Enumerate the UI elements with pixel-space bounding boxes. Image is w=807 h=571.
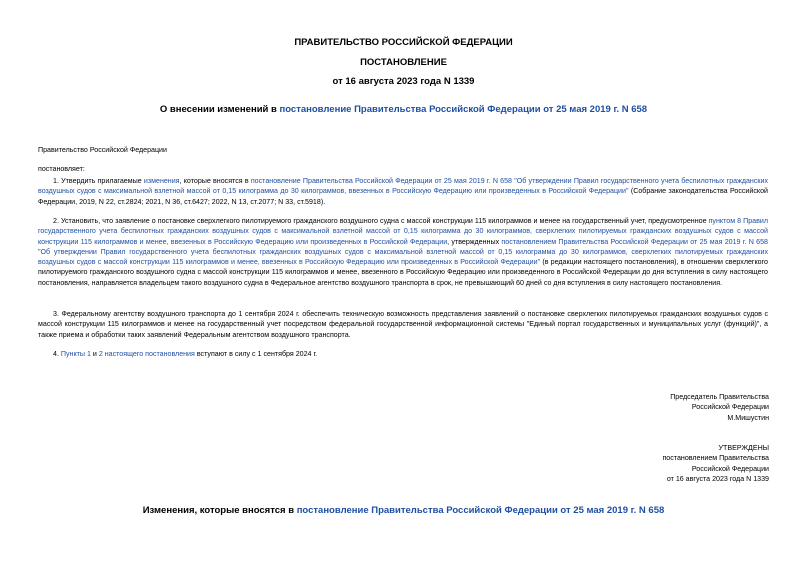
paragraph-4 [38, 349, 768, 359]
issuer-line: Правительство Российской Федерации [38, 146, 167, 154]
signature-country: Российской Федерации [691, 403, 769, 412]
document-title [0, 104, 807, 115]
paragraph-3: 3. Федеральному агентству воздушного транспорта до 1 сентября 2024 г. обеспечить техническую возможность представления заявлений о постановке сверхлегких пилотируемых гражданских воздушных судов с массой конструкции 115 килограммов и менее на государственный учет посредством федеральной государственной информационной системы "Единый портал государственных и муниципальных услуг (функций)", а также приема и обработки таких заявлений Федеральным агентством воздушного транспорта. [38, 310, 768, 339]
p2-text-b: , утвержденных [447, 237, 502, 246]
changes-title-prefix: Изменения, которые вносятся в [142, 505, 297, 516]
document-type-heading: ПОСТАНОВЛЕНИЕ [360, 57, 447, 68]
paragraph-1 [38, 176, 768, 207]
p1-link-changes[interactable]: изменения [143, 177, 180, 185]
p1-link-resolution[interactable]: постановление Правительства Российской Федерации от 25 мая 2019 г. N 658 "Об утверждении Правил государственного учета беспилотных гражданских воздушных судов с максимальной взлетной массой от 0,15 килограмма до 30 килограммов, ввезенных в Российскую Федерацию или произведенных в Российской Федерации" [38, 177, 769, 196]
p4-text-b: и [90, 350, 99, 358]
p1-text-a: 1. Утвердить прилагаемые [53, 177, 144, 185]
p2-text-c: (в редакции настоящего постановления), в отношении сверхлегкого пилотируемого гражданского воздушного судна с массой конструкции 115 килограммов и менее, ввезенного в Российскую Федерацию или произведенного в Российской Федерации до дня вступления в силу настоящего постановления, направляется владельцем такого воздушного судна в Федеральное агентство воздушного транспорта в срок, не превышающий 60 дней со дня вступления в силу настоящего постановления. [38, 258, 768, 287]
approved-date: от 16 августа 2023 года N 1339 [666, 474, 769, 483]
title-prefix: О внесении изменений в [159, 104, 280, 115]
changes-title-link[interactable]: постановление Правительства Российской Федерации от 25 мая 2019 г. N 658 [296, 505, 665, 516]
p4-link-point1[interactable]: Пункты 1 [60, 350, 91, 358]
p2-link-point8[interactable]: пунктом 8 Правил государственного учета беспилотных гражданских воздушных судов с максимальной взлетной массой от 0,15 килограмма до 30 килограммов, сверхлегких пилотируемых гражданских воздушных судов с массой конструкции 115 килограммов и менее, ввезенных в Российскую Федерацию или произведенных в Российской Федерации [38, 217, 768, 246]
p2-link-resolution[interactable]: постановлением Правительства Российской Федерации от 25 мая 2019 г. N 658 "Об утверждении Правил государственного учета беспилотных гражданских воздушных судов с максимальной взлетной массой от 0,15 килограмма до 30 килограммов, сверхлегких пилотируемых гражданских воздушных судов с массой конструкции 115 килограммов и менее, ввезенных в Российскую Федерацию или произведенных в Российской Федерации" [38, 237, 768, 267]
title-link[interactable]: постановление Правительства Российской Федерации от 25 мая 2019 г. N 658 [279, 104, 648, 115]
signature-name: М.Мишустин [727, 413, 769, 422]
p1-text-c: (Собрание законодательства Российской Федерации, 2019, N 22, ст.2824; 2021, N 36, ст.6427; 2022, N 13, ст.2077; N 33, ст.5918). [38, 187, 768, 206]
p4-text-c: вступают в силу с 1 сентября 2024 г. [194, 350, 318, 358]
paragraph-2 [38, 216, 768, 288]
document-date-number: от 16 августа 2023 года N 1339 [332, 76, 475, 87]
approved-by: постановлением Правительства [662, 454, 769, 463]
approved-country: Российской Федерации [691, 464, 769, 473]
resolves-line: постановляет: [38, 165, 85, 173]
p4-text-a: 4. [53, 350, 61, 358]
signature-title: Председатель Правительства [670, 393, 769, 401]
changes-title [0, 505, 807, 516]
p2-text-a: 2. Установить, что заявление о постановке сверхлегкого пилотируемого гражданского воздушного судна с массой конструкции 115 килограммов и менее на государственный учет, предусмотренное [53, 217, 709, 225]
p4-link-point2[interactable]: 2 настоящего постановления [98, 350, 195, 358]
p1-text-b: , которые вносятся в [179, 177, 251, 185]
approved-label: УТВЕРЖДЕНЫ [718, 444, 769, 452]
government-heading: ПРАВИТЕЛЬСТВО РОССИЙСКОЙ ФЕДЕРАЦИИ [294, 37, 513, 48]
signature-block [670, 392, 769, 423]
approved-block [662, 443, 769, 484]
